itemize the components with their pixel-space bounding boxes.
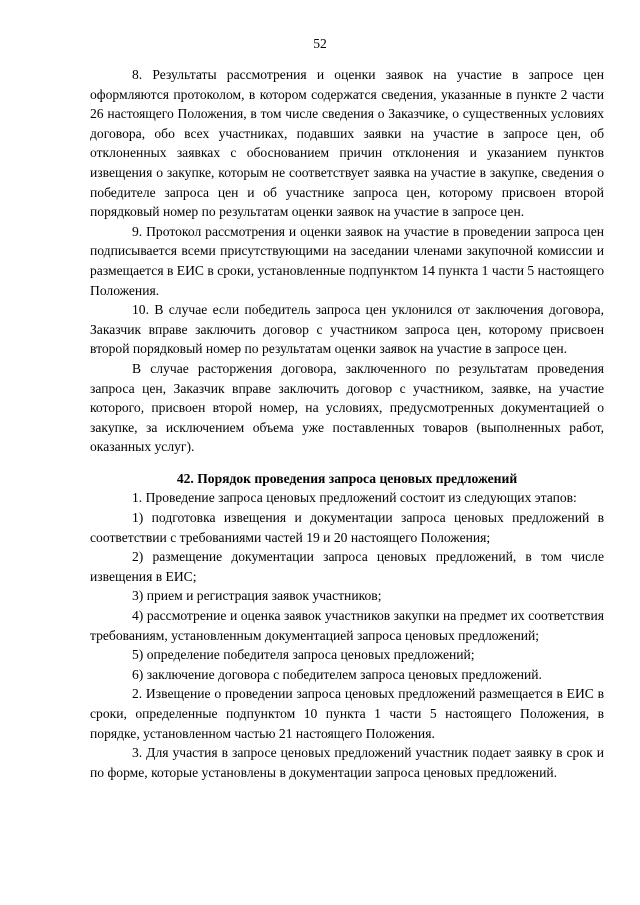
page-number: 52 xyxy=(313,36,327,51)
list-item-stage-1: 1) подготовка извещения и документации запроса ценовых предложений в соответствии с требованиями частей 19 и 20 настоящего Положения; xyxy=(90,510,604,545)
document-body xyxy=(90,65,604,782)
paragraph-9-protocol-signing: 9. Протокол рассмотрения и оценки заявок на участие в проведении запроса цен подписывается всеми присутствующими на заседании членами закупочной комиссии и размещается в ЕИС в сроки, установленные подпунктом 14 пункта 1 части 5 настоящего Положения. xyxy=(90,223,605,298)
section-heading: 42. Порядок проведения запроса ценовых предложений xyxy=(176,470,518,486)
list-item-stage-6: 6) заключение договора с победителем запроса ценовых предложений. xyxy=(132,666,542,682)
paragraph-2-notice: 2. Извещение о проведении запроса ценовых предложений размещается в ЕИС в сроки, определенные подпунктом 10 пункта 1 части 5 настоящего Положения, в порядке, установленном частью 21 настоящего Положения. xyxy=(90,686,604,741)
paragraph-8-results-protocol: 8. Результаты рассмотрения и оценки заявок на участие в запросе цен оформляются протоколом, в котором содержатся сведения, указанные в пункте 2 части 26 настоящего Положения, в том числе сведения о Заказчике, о существенных условиях договора, обо всех участниках, подавших заявки на участие в запросе цен, об отклоненных заявках с обоснованием причин отклонения и указанием пунктов извещения о закупке, которым не соответствует заявка на участие в закупке, сведения о победителе запроса цен и об участнике запроса цен, которому присвоен второй порядковый номер по результатам оценки заявок на участие в запросе цен. xyxy=(90,67,604,220)
section-spacer xyxy=(90,457,604,469)
paragraph-10-winner-evasion: 10. В случае если победитель запроса цен уклонился от заключения договора, Заказчик вправе заключить договор с участником запроса цен, которому присвоен второй порядковый номер по результатам оценки заявок на участие в запросе цен. xyxy=(90,302,604,357)
list-item-stage-2: 2) размещение документации запроса ценовых предложений, в том числе извещения в ЕИС; xyxy=(90,549,604,584)
list-item-stage-4: 4) рассмотрение и оценка заявок участников закупки на предмет их соответствия требованиям, установленным документацией запроса ценовых предложений; xyxy=(90,608,604,643)
list-item-stage-5: 5) определение победителя запроса ценовых предложений; xyxy=(132,647,475,663)
paragraph-3-participation: 3. Для участия в запросе ценовых предложений участник подает заявку в срок и по форме, которые установлены в документации запроса ценовых предложений. xyxy=(90,745,604,780)
paragraph-1-stages: 1. Проведение запроса ценовых предложений состоит из следующих этапов: xyxy=(132,490,577,506)
paragraph-contract-termination: В случае расторжения договора, заключенного по результатам проведения запроса цен, Заказчик вправе заключить договор с участником, заявке, на участие которого, присвоен второй номер, на условиях, предусмотренных документацией о закупке, за исключением объема уже поставленных товаров (выполненных работ, оказанных услуг). xyxy=(90,360,604,455)
list-item-stage-3: 3) прием и регистрация заявок участников; xyxy=(132,588,382,604)
